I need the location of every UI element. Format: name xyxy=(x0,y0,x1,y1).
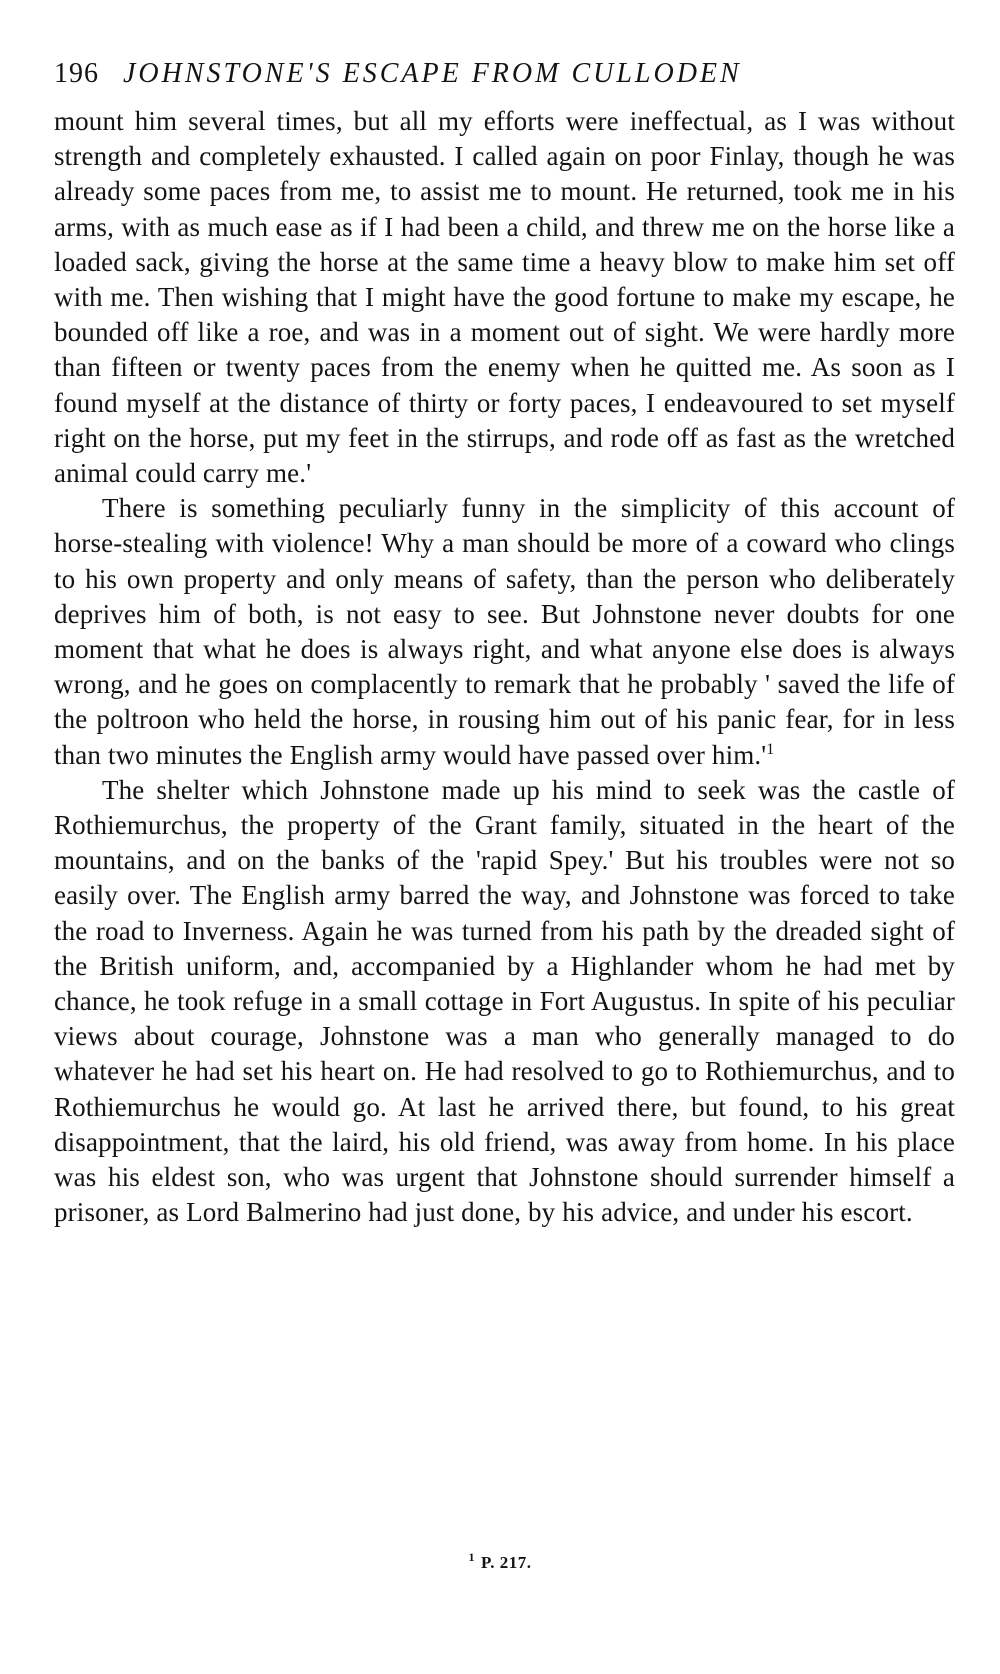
footnote xyxy=(0,1550,1000,1573)
page-number: 196 xyxy=(54,58,99,89)
footnote-reference: 1 xyxy=(766,740,775,758)
footnote-marker: 1 xyxy=(468,1550,475,1565)
paragraph-text: There is something peculiarly funny in the simplicity of this account of horse-stealing with violence! Why a man should be more of a coward who clings to his own property and only means of safety, than the person who deliberately deprives him of both, is not easy to see. But Johnstone never doubts for one moment that what he does is always right, and what anyone else does is always wrong, and he goes on complacently to remark that he probably ' saved the life of the poltroon who held the horse, in rousing him out of his panic fear, for in less than two minutes the English army would have passed over him.' xyxy=(54,493,955,770)
paragraph-text: The shelter which Johnstone made up his mind to seek was the castle of Rothiemurchus, the property of the Grant family, situated in the heart of the mountains, and on the banks of the 'rapid Spey.' But his troubles were not so easily over. The English army barred the way, and Johnstone was forced to take the road to Inverness. Again he was turned from his path by the dreaded sight of the British uniform, and, accompanied by a Highlander whom he had met by chance, he took refuge in a small cottage in Fort Augustus. In spite of his peculiar views about courage, Johnstone was a man who generally managed to do whatever he had set his heart on. He had resolved to go to Rothiemurchus, and to Rothiemurchus he would go. At last he arrived there, but found, to his great disappointment, that the laird, his old friend, was away from home. In his place was his eldest son, who was urgent that Johnstone should surrender himself a prisoner, as Lord Balmerino had just done, by his advice, and under his escort. xyxy=(54,774,955,1228)
body-text xyxy=(54,104,955,1231)
book-page xyxy=(54,58,955,1231)
page-header xyxy=(54,58,955,90)
running-title: JOHNSTONE'S ESCAPE FROM CULLODEN xyxy=(123,58,742,89)
paragraph-text: mount him several times, but all my efforts were ineffectual, as I was without strength and completely exhausted. I called again on poor Finlay, though he was already some paces from me, to assist me to mount. He returned, took me in his arms, with as much ease as if I had been a child, and threw me on the horse like a loaded sack, giving the horse at the same time a heavy blow to make him set off with me. Then wishing that I might have the good fortune to make my escape, he bounded off like a roe, and was in a moment out of sight. We were hardly more than fifteen or twenty paces from the enemy when he quitted me. As soon as I found myself at the distance of thirty or forty paces, I endeavoured to set myself right on the horse, put my feet in the stirrups, and rode off as fast as the wretched animal could carry me.' xyxy=(54,106,955,489)
footnote-text: P. 217. xyxy=(480,1553,532,1572)
paragraph-horse-stealing xyxy=(54,491,955,773)
paragraph-rothiemurchus xyxy=(54,773,955,1231)
paragraph-continuation xyxy=(54,104,955,491)
